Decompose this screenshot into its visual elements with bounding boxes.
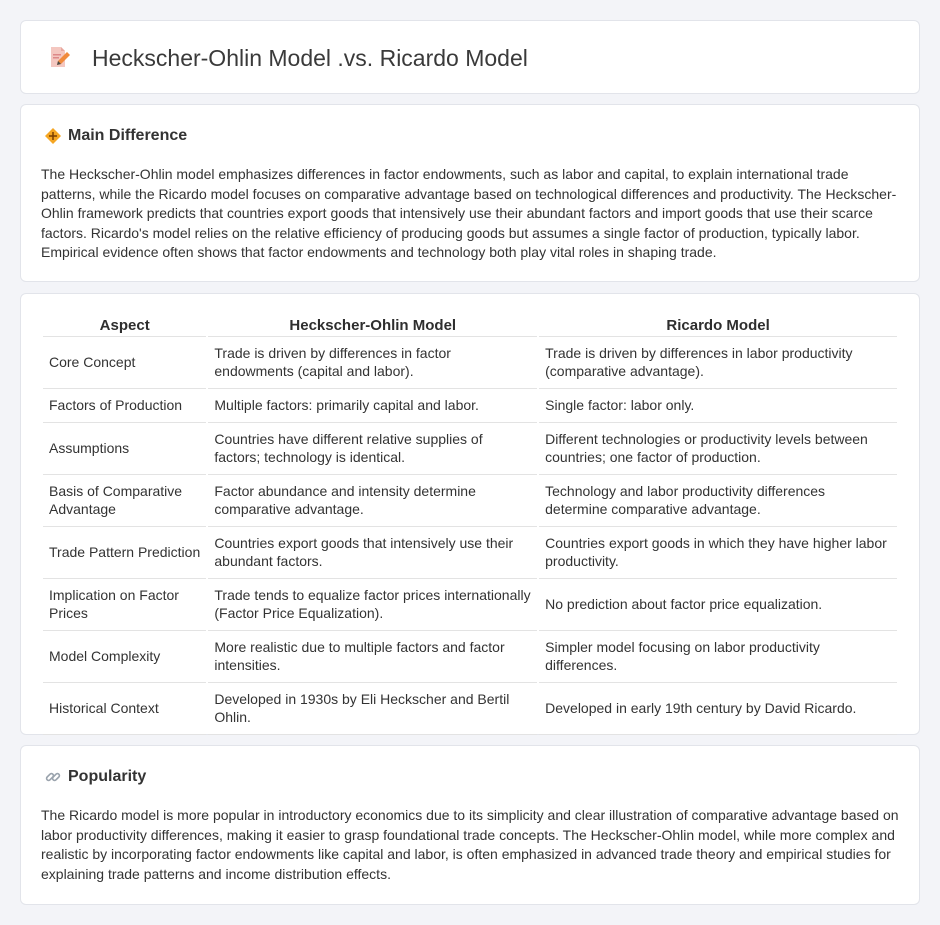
- table-cell: Assumptions: [43, 423, 206, 475]
- table-row: [43, 579, 897, 631]
- table-cell: Single factor: labor only.: [539, 389, 897, 423]
- table-cell: Implication on Factor Prices: [43, 579, 206, 631]
- table-cell: Trade is driven by differences in labor productivity (comparative advantage).: [539, 337, 897, 389]
- column-header: Ricardo Model: [539, 316, 897, 337]
- section-title: Popularity: [68, 768, 147, 785]
- table-cell: Trade Pattern Prediction: [43, 527, 206, 579]
- table-cell: Trade is driven by differences in factor endowments (capital and labor).: [208, 337, 537, 389]
- table-cell: No prediction about factor price equalization.: [539, 579, 897, 631]
- table-cell: Historical Context: [43, 683, 206, 735]
- comparison-table: [41, 316, 899, 735]
- table-cell: More realistic due to multiple factors and factor intensities.: [208, 631, 537, 683]
- table-row: [43, 683, 897, 735]
- table-cell: Trade tends to equalize factor prices internationally (Factor Price Equalization).: [208, 579, 537, 631]
- table-cell: Technology and labor productivity differences determine comparative advantage.: [539, 475, 897, 527]
- table-cell: Countries have different relative supplies of factors; technology is identical.: [208, 423, 537, 475]
- table-cell: Different technologies or productivity levels between countries; one factor of production.: [539, 423, 897, 475]
- popularity-section: [20, 745, 920, 905]
- link-icon: [44, 768, 62, 786]
- section-text: The Ricardo model is more popular in introductory economics due to its simplicity and clear illustration of comparative advantage based on labor productivity differences, making it easier to grasp foundational trade concepts. The Heckscher-Ohlin model, while more complex and realistic by incorporating factor endowments like capital and labor, is often emphasized in advanced trade theory and empirical studies for explaining trade patterns and income distribution effects.: [41, 807, 899, 882]
- table-cell: Model Complexity: [43, 631, 206, 683]
- section-text: The Heckscher-Ohlin model emphasizes differences in factor endowments, such as labor and capital, to explain international trade patterns, while the Ricardo model focuses on comparative advantage based on technological differences and productivity. The Heckscher-Ohlin framework predicts that countries export goods that intensively use their abundant factors and import goods that use their scarce factors. Ricardo's model relies on the relative efficiency of producing goods but assumes a single factor of production, typically labor. Empirical evidence often shows that factor endowments and technology both play vital roles in shaping trade.: [41, 166, 897, 261]
- table-cell: Countries export goods in which they have higher labor productivity.: [539, 527, 897, 579]
- table-row: [43, 527, 897, 579]
- table-cell: Factor abundance and intensity determine comparative advantage.: [208, 475, 537, 527]
- table-cell: Developed in early 19th century by David Ricardo.: [539, 683, 897, 735]
- header-card: [20, 20, 920, 94]
- table-row: [43, 631, 897, 683]
- column-header: Heckscher-Ohlin Model: [208, 316, 537, 337]
- table-row: [43, 423, 897, 475]
- table-cell: Core Concept: [43, 337, 206, 389]
- table-cell: Basis of Comparative Advantage: [43, 475, 206, 527]
- column-header: Aspect: [43, 316, 206, 337]
- table-cell: Simpler model focusing on labor productivity differences.: [539, 631, 897, 683]
- document-edit-icon: [47, 45, 71, 69]
- table-cell: Multiple factors: primarily capital and labor.: [208, 389, 537, 423]
- table-cell: Developed in 1930s by Eli Heckscher and Bertil Ohlin.: [208, 683, 537, 735]
- main-difference-section: [20, 104, 920, 282]
- table-row: [43, 475, 897, 527]
- page-title: Heckscher-Ohlin Model .vs. Ricardo Model: [92, 45, 528, 71]
- table-cell: Countries export goods that intensively use their abundant factors.: [208, 527, 537, 579]
- table-row: [43, 337, 897, 389]
- table-row: [43, 389, 897, 423]
- table-cell: Factors of Production: [43, 389, 206, 423]
- section-title: Main Difference: [68, 127, 188, 144]
- comparison-table-card: [20, 293, 920, 735]
- table-header-row: [43, 316, 897, 337]
- diamond-sign-icon: [44, 127, 62, 145]
